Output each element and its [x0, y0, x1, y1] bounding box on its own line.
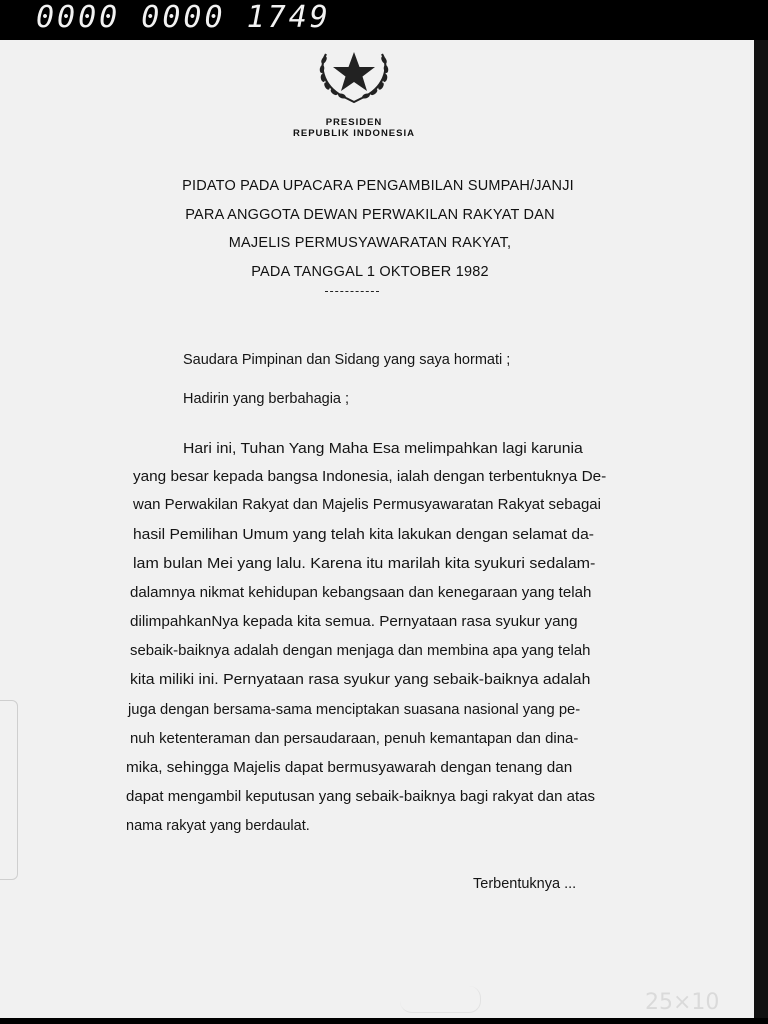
title-line-4: PADA TANGGAL 1 OKTOBER 1982 — [251, 264, 489, 280]
body-line: sebaik-baiknya adalah dengan menjaga dan membina apa yang telah — [130, 643, 591, 659]
body-line: kita miliki ini. Pernyataan rasa syukur yang sebaik-baiknya adalah — [130, 672, 591, 688]
star-wreath-emblem-icon — [312, 40, 396, 104]
body-line: juga dengan bersama-sama menciptakan suasana nasional yang pe- — [128, 702, 581, 718]
body-line: dalamnya nikmat kehidupan kebangsaan dan kenegaraan yang telah — [130, 585, 592, 601]
title-line-2: PARA ANGGOTA DEWAN PERWAKILAN RAKYAT DAN — [185, 207, 555, 223]
body-line: mika, sehingga Majelis dapat bermusyawarah dengan tenang dan — [126, 760, 573, 776]
salutation-line-2: Hadirin yang berbahagia ; — [183, 391, 350, 407]
film-edge-bottom — [0, 1018, 768, 1024]
body-line: wan Perwakilan Rakyat dan Majelis Permusyawaratan Rakyat sebagai — [133, 497, 601, 513]
body-line: nuh ketenteraman dan persaudaraan, penuh kemantapan dan dina- — [130, 731, 579, 747]
body-line: dilimpahkanNya kepada kita semua. Pernyataan rasa syukur yang — [130, 614, 578, 630]
film-frame-number: 0000 0000 1749 — [36, 0, 331, 35]
paper-clip-mark — [0, 700, 18, 880]
scan-watermark: 25×10 — [645, 990, 720, 1015]
body-line: lam bulan Mei yang lalu. Karena itu marilah kita syukuri sedalam- — [133, 556, 596, 572]
salutation-line-1: Saudara Pimpinan dan Sidang yang saya hormati ; — [183, 352, 511, 368]
body-line: hasil Pemilihan Umum yang telah kita lakukan dengan selamat da- — [133, 527, 594, 543]
film-edge — [754, 40, 768, 1024]
title-line-3: MAJELIS PERMUSYAWARATAN RAKYAT, — [228, 235, 512, 251]
body-line: nama rakyat yang berdaulat. — [126, 818, 310, 834]
letterhead-line-2: REPUBLIK INDONESIA — [293, 128, 415, 139]
paper-smudge — [400, 986, 481, 1013]
body-line: Hari ini, Tuhan Yang Maha Esa melimpahkan lagi karunia — [183, 441, 583, 457]
letterhead-line-1: PRESIDEN — [325, 117, 383, 128]
title-underline-rule — [325, 291, 379, 292]
body-line: dapat mengambil keputusan yang sebaik-baiknya bagi rakyat dan atas — [126, 789, 596, 805]
title-line-1: PIDATO PADA UPACARA PENGAMBILAN SUMPAH/JANJI — [182, 178, 574, 194]
continuation-catchword: Terbentuknya ... — [473, 876, 577, 892]
body-line: yang besar kepada bangsa Indonesia, ialah dengan terbentuknya De- — [133, 469, 607, 485]
